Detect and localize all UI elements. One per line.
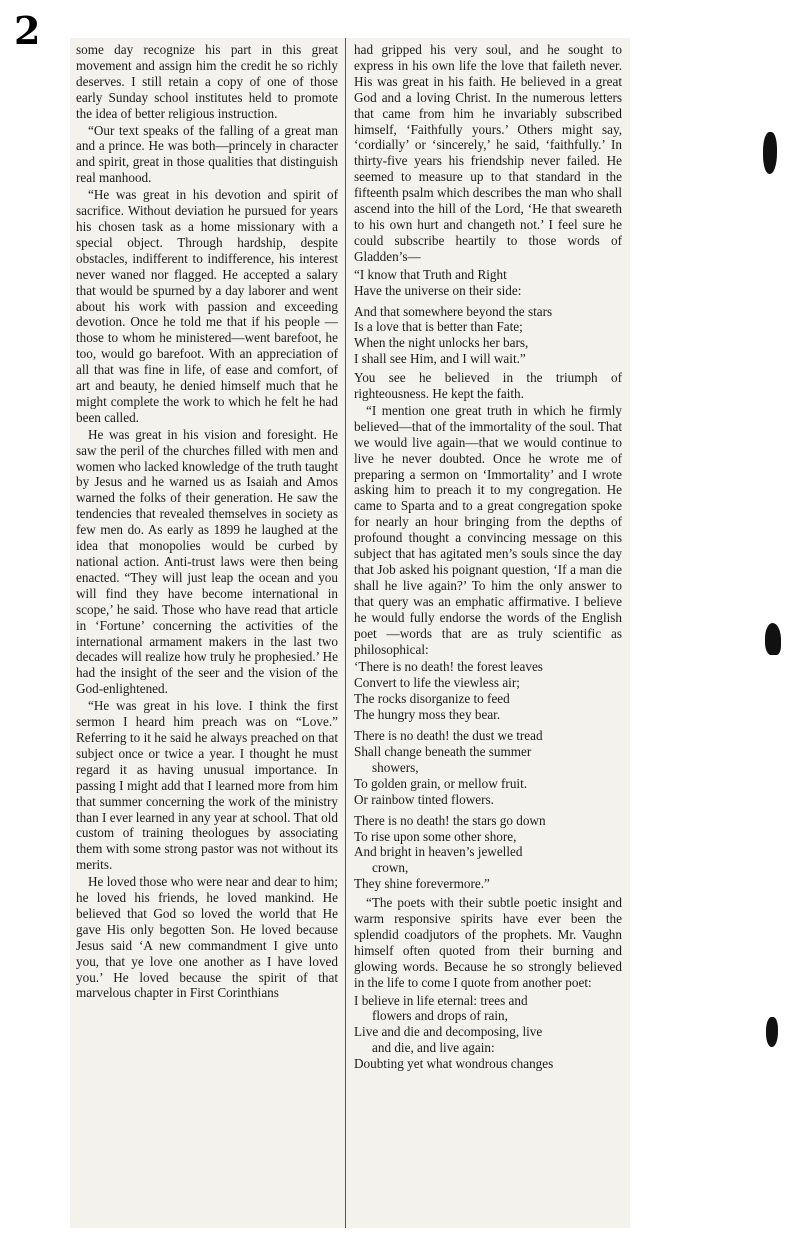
column-divider [345,38,346,1228]
binder-hole-mark [763,132,777,174]
paragraph: had gripped his very soul, and he sought to express in his own life the love that faileth never. His was great in his faith. He believed in a great God and a loving Christ. In the numerous letters that came from him he invariably subscribed himself, ‘Faithfully yours.’ Others might say, ‘cordially’ or ‘sincerely,’ he said, ‘faithfully.’ In thirty-five years his friendship never failed. He seemed to measure up to that standard in the fifteenth psalm which describes the man who shall ascend into the hill of the Lord, ‘He that sweareth to his own hurt and changeth not.’ I feel sure he could subscribe heartily to those words of Gladden’s— [354,42,622,264]
paragraph: You see he believed in the triumph of righteousness. He kept the faith. [354,370,622,402]
binder-hole-mark [765,623,781,655]
poem-line: The rocks disorganize to feed [354,691,510,707]
poem-line: There is no death! the dust we tread [354,728,543,744]
poem-line: Doubting yet what wondrous changes [354,1056,554,1072]
poem-line: I believe in life eternal: trees and [354,992,528,1008]
poem-line: flowers and drops of rain, [372,1008,508,1024]
poem-stanza [354,267,622,367]
poem-line: “I know that Truth and Right [354,266,507,282]
paragraph: He was great in his vision and foresight. He saw the peril of the churches filled with men and women who lacked knowledge of the truth taught by Jesus and he warned us as Isaiah and Amos warned the folks of their generation. He saw the tendencies that revealed themselves in society as few men do. As early as 1899 he laughed at the idea that monopolies would be curbed by national action. Anti-trust laws were then being enacted. “They will just leap the ocean and you will find they have become international in scope,’ he said. Those who have read that article in ‘Fortune’ concerning the activities of the international armament makers in the last two decades will realize how truly he prophesied.’ He had the insight of the seer and the vision of the God-enlightened. [76,426,338,697]
poem-line: I shall see Him, and I will wait.” [354,351,526,367]
poem-line: There is no death! the stars go down [354,812,546,828]
poem-line: The hungry moss they bear. [354,707,501,723]
poem-line: To rise upon some other shore, [354,828,517,844]
poem-stanza [354,993,622,1073]
poem-line: Or rainbow tinted flowers. [354,791,494,807]
poem-line: And bright in heaven’s jewelled [354,844,523,860]
paragraph: He loved those who were near and dear to him; he loved his friends, he loved mankind. He believed that God so loved the world that He gave His only begotten Son. He loved because Jesus said ‘A new commandment I give unto you, that ye love one another as I have loved you.’ He loved because the spirit of that marvelous chapter in First Corinthians [76,874,338,1001]
paragraph: “The poets with their subtle poetic insight and warm responsive spirits have ever been the splendid coadjutors of the prophets. Mr. Vaughn himself often quoted from their burning and glowing words. Because he so strongly believed in the life to come I quote from another poet: [354,895,622,990]
poem-line: To golden grain, or mellow fruit. [354,775,528,791]
poem-line: Live and die and decomposing, live [354,1024,543,1040]
poem-line: showers, [372,759,419,775]
binder-hole-mark [766,1017,778,1047]
poem-line: They shine forevermore.” [354,876,490,892]
poem-line: When the night unlocks her bars, [354,335,529,351]
left-column [76,42,338,1002]
poem-line: Convert to life the viewless air; [354,675,520,691]
poem-line: Have the universe on their side: [354,282,522,298]
poem-stanza [354,659,622,892]
poem-line: Shall change beneath the summer [354,743,532,759]
paragraph: “He was great in his love. I think the first sermon I heard him preach was on “Love.” Referring to it he said he always preached on that subject once or twice a year. I thought he must regard it as having unusual importance. In passing I might add that I learned more from him that summer concerning the work of the ministry than I ever learned in any year at school. That old custom of training theologues by associating them with some strong pastor was not without its merits. [76,698,338,873]
poem-line: And that somewhere beyond the stars [354,303,553,319]
paragraph: “Our text speaks of the falling of a great man and a prince. He was both—princely in character and spirit, great in those qualities that distinguish real manhood. [76,122,338,186]
paragraph: some day recognize his part in this great movement and assign him the credit he so richly deserves. I still retain a copy of one of those early Sunday school institutes held to promote the idea of better religious instruction. [76,42,338,121]
poem-line: ‘There is no death! the forest leaves [354,659,543,675]
paragraph: “He was great in his devotion and spirit of sacrifice. Without deviation he pursued for years his chosen task as a home missionary with a special object. Through hardship, despite obstacles, indifferent to indifference, his interest never waned nor flagged. He accepted a salary that would be spurned by a day laborer and went about his work with passion and exceeding devotion. Once he told me that if his people —those to whom he ministered—went barefoot, he too, would go barefoot. With an appreciation of all that was fine in life, of ease and comfort, of art and beauty, he denied himself much that he might complete the work to which he felt he had been called. [76,187,338,425]
right-column [354,42,622,1075]
page-number: 2 [14,8,41,53]
newspaper-clipping [70,38,630,1228]
poem-line: Is a love that is better than Fate; [354,319,523,335]
paragraph: “I mention one great truth in which he firmly believed—that of the immortality of the soul. That we would live again—that we would continue to live he never doubted. Once he wrote me of preparing a sermon on ‘Immortality’ and I wrote asking him to preach it to my congregation. He came to Sparta and to a great congregation spoke for nearly an hour bringing from the depths of profound thought a convincing message on this subject that has agitated men’s souls since the day that Job asked his poignant question, ‘If a man die shall he live again?’ To him the only answer to that query was an emphatic affirmative. I believe he would fully endorse the words of the English poet —words that are as truly scientific as philosophical: [354,402,622,657]
poem-line: and die, and live again: [372,1040,495,1056]
poem-line: crown, [372,860,409,876]
